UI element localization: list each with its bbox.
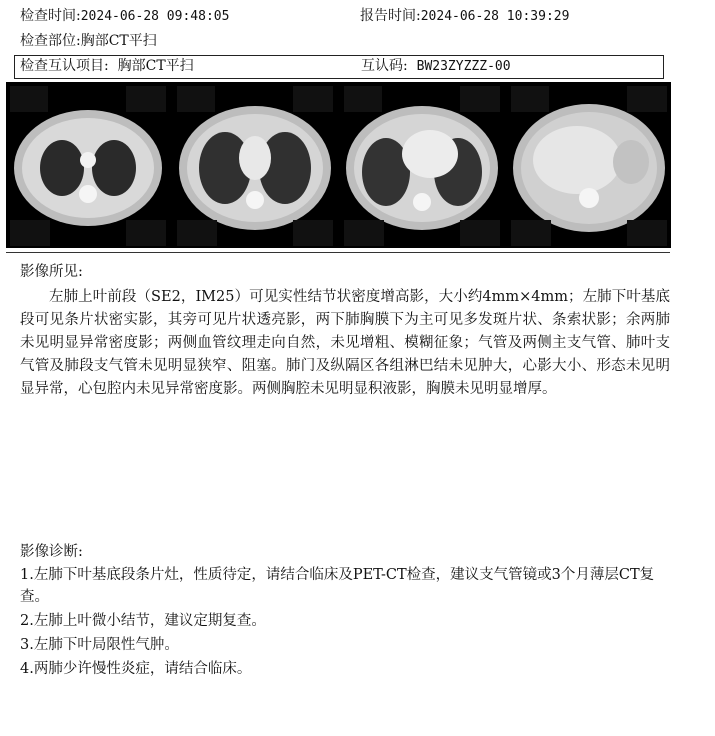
divider-line	[6, 252, 670, 253]
mutual-item-label: 检查互认项目:	[20, 58, 109, 74]
report-time-label: 报告时间:	[360, 8, 421, 24]
findings-text: 左肺上叶前段（SE2，IM25）可见实性结节状密度增高影，大小约4mm×4mm；左肺下叶基底段可见条片状密实影，其旁可见片状透亮影，两下肺胸膜下为主可见多发斑片状、条索状影；余两肺未见明显异常密度影；两侧血管纹理走向自然，未见增粗、模糊征象；气管及两侧主支气管、肺叶支气管及肺段支气管未见明显狭窄、阻塞。肺门及纵隔区各组淋巴结未见肿大，心影大小、形态未见明显异常，心包腔内未见异常密度影。两侧胸腔未见明显积液影，胸膜未见明显增厚。	[20, 289, 670, 397]
diagnosis-heading: 影像诊断:	[20, 544, 83, 560]
diagnosis-item-2: 2.左肺上叶微小结节，建议定期复查。	[20, 613, 266, 629]
exam-time-value: 2024-06-28 09:48:05	[80, 9, 230, 24]
ct-slice-upper-thorax	[6, 82, 170, 248]
mutual-code-value: BW23ZYZZZ-00	[416, 59, 511, 74]
exam-site-value: 胸部CT平扫	[80, 33, 157, 49]
mutual-code-label: 互认码:	[361, 58, 408, 74]
ct-slice-heart	[340, 82, 504, 248]
exam-site-label: 检查部位:	[20, 33, 81, 49]
diagnosis-item-4: 4.两肺少许慢性炎症，请结合临床。	[20, 661, 252, 677]
mutual-code-row	[361, 56, 511, 77]
report-time-value: 2024-06-28 10:39:29	[420, 9, 570, 24]
mutual-item-row	[20, 56, 194, 76]
ct-slice-hilum	[173, 82, 337, 248]
ct-image-strip	[6, 82, 670, 248]
mutual-item-value: 胸部CT平扫	[117, 58, 194, 74]
exam-site-row	[20, 31, 157, 51]
mutual-recognition-box	[14, 55, 664, 79]
diagnosis-item-1: 1.左肺下叶基底段条片灶，性质待定，请结合临床及PET-CT检查，建议支气管镜或3个月薄层CT复查。	[20, 567, 655, 605]
report-time-row	[360, 6, 569, 27]
diagnosis-item-3: 3.左肺下叶局限性气肿。	[20, 637, 179, 653]
exam-time-label: 检查时间:	[20, 8, 81, 24]
findings-heading: 影像所见:	[20, 264, 83, 280]
exam-time-row	[20, 6, 229, 27]
ct-slice-upper-abdomen	[507, 82, 671, 248]
